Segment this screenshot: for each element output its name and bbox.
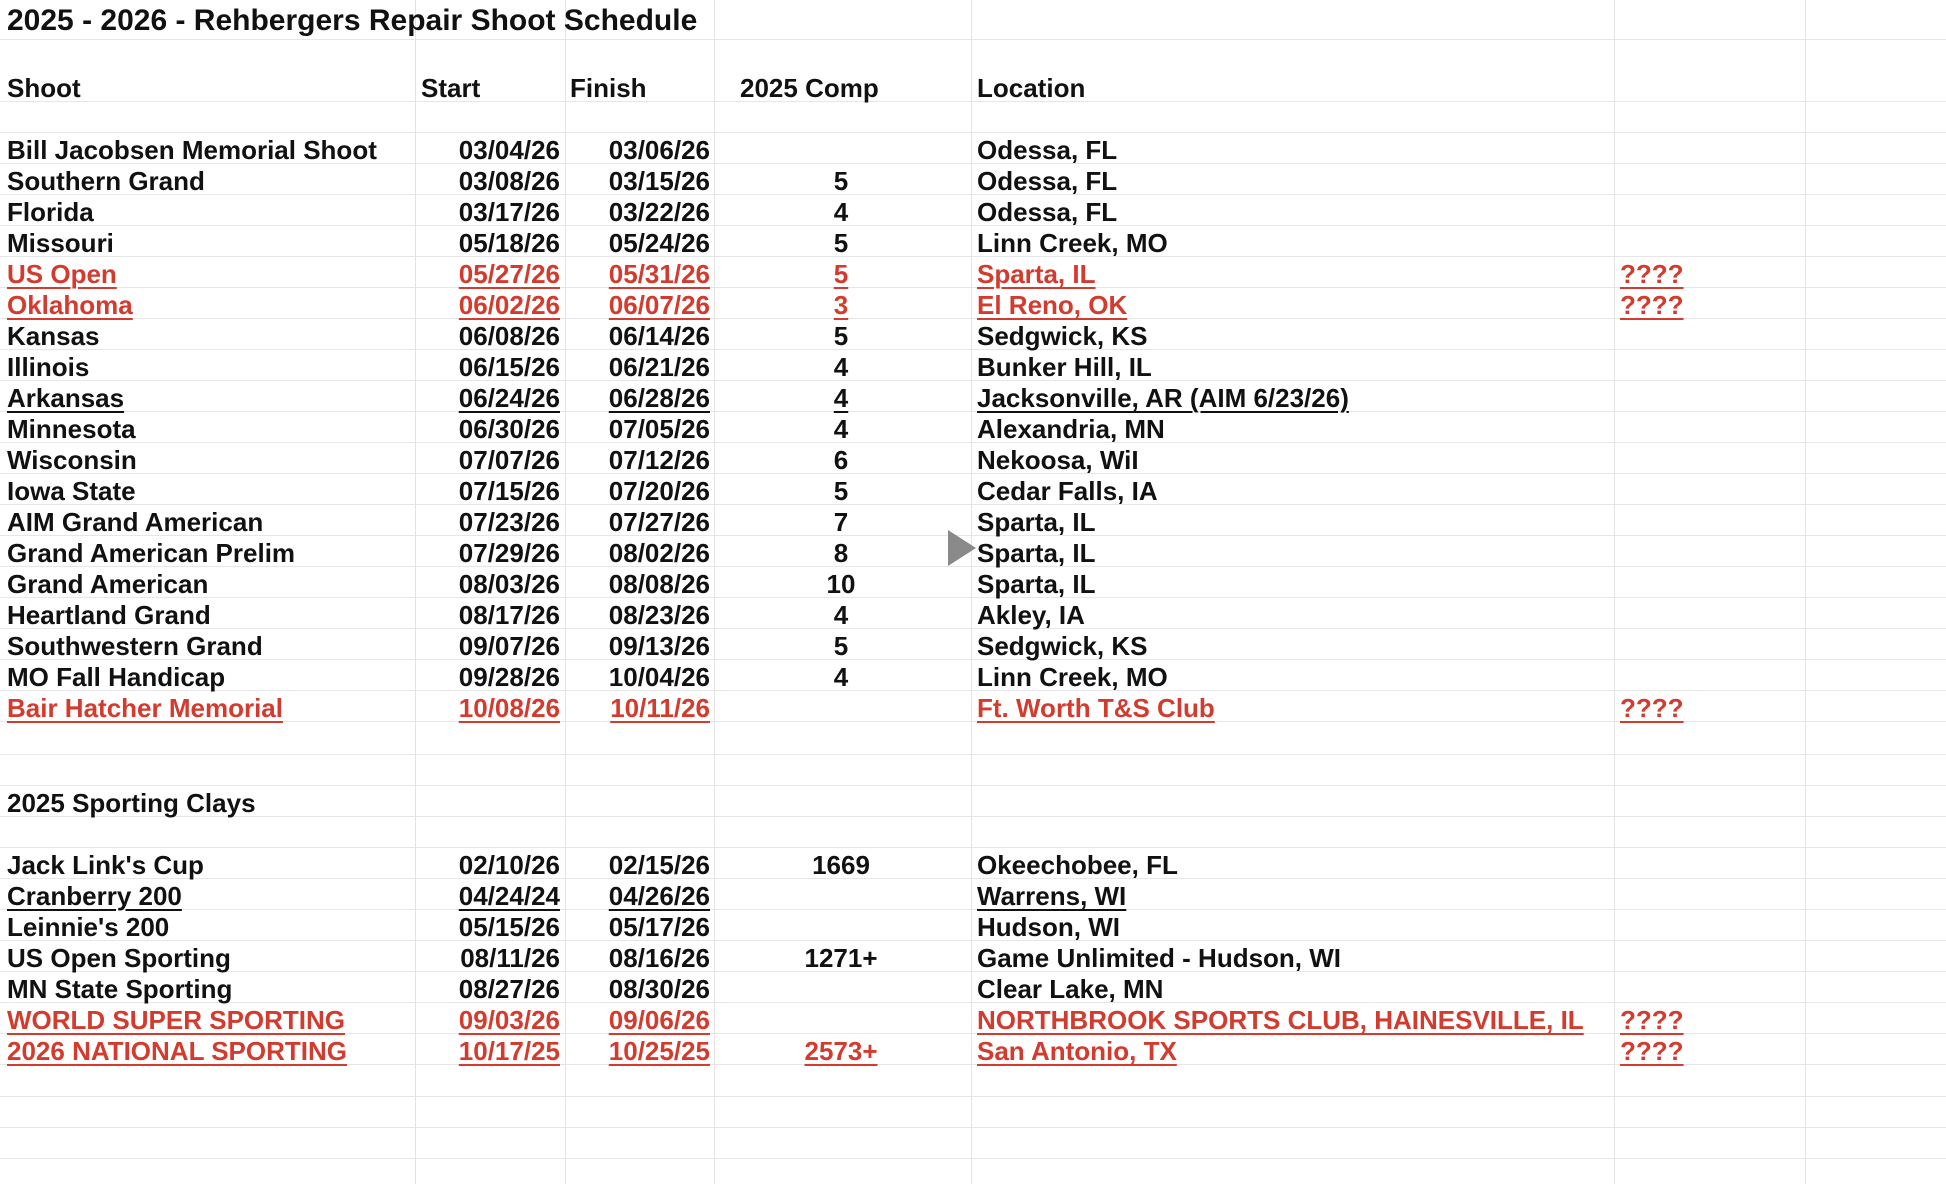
finish-date-cell: 07/27/26 xyxy=(608,507,710,537)
table-row[interactable] xyxy=(0,257,1946,288)
comp-count-cell xyxy=(716,972,966,1003)
finish-date-cell: 09/13/26 xyxy=(608,631,710,661)
shoot-name-cell: AIM Grand American xyxy=(7,507,264,537)
table-row[interactable] xyxy=(0,660,1946,691)
shoot-name-cell: Illinois xyxy=(7,352,90,382)
location-cell[interactable]: Sparta, IL xyxy=(977,259,1096,289)
section-row[interactable] xyxy=(0,786,1946,817)
shoot-name-cell: Bill Jacobsen Memorial Shoot xyxy=(7,135,377,165)
finish-date-cell[interactable]: 06/28/26 xyxy=(608,383,710,413)
comp-count-cell: 10 xyxy=(826,569,856,599)
shoot-name-cell: Minnesota xyxy=(7,414,136,444)
location-cell[interactable]: Ft. Worth T&S Club xyxy=(977,693,1215,723)
finish-date-cell[interactable]: 09/06/26 xyxy=(608,1005,710,1035)
location-cell: Sedgwick, KS xyxy=(977,321,1148,351)
start-date-cell[interactable]: 09/03/26 xyxy=(458,1005,560,1035)
header-finish: Finish xyxy=(570,73,647,103)
finish-date-cell: 06/14/26 xyxy=(608,321,710,351)
start-date-cell[interactable]: 06/02/26 xyxy=(458,290,560,320)
table-row[interactable] xyxy=(0,226,1946,257)
table-row[interactable] xyxy=(0,1003,1946,1034)
start-date-cell[interactable]: 05/27/26 xyxy=(458,259,560,289)
finish-date-cell: 07/12/26 xyxy=(608,445,710,475)
table-row[interactable] xyxy=(0,691,1946,722)
comp-count-cell xyxy=(716,133,966,164)
location-cell: Cedar Falls, IA xyxy=(977,476,1158,506)
finish-date-cell: 08/08/26 xyxy=(608,569,710,599)
table-row[interactable] xyxy=(0,567,1946,598)
finish-date-cell: 05/24/26 xyxy=(608,228,710,258)
location-cell: Linn Creek, MO xyxy=(977,228,1168,258)
note-cell[interactable]: ???? xyxy=(1620,1036,1684,1066)
comp-count-cell: 4 xyxy=(833,352,849,382)
comp-count-cell[interactable] xyxy=(716,691,966,722)
comp-count-cell: 4 xyxy=(833,662,849,692)
start-date-cell[interactable]: 10/17/25 xyxy=(458,1036,560,1066)
shoot-name-cell: Grand American xyxy=(7,569,209,599)
shoot-name-cell: Heartland Grand xyxy=(7,600,211,630)
shoot-name-cell: Southwestern Grand xyxy=(7,631,263,661)
shoot-name-cell: Leinnie's 200 xyxy=(7,912,170,942)
location-cell: Okeechobee, FL xyxy=(977,850,1178,880)
title-row[interactable] xyxy=(0,0,1946,40)
comp-count-cell: 4 xyxy=(833,197,849,227)
finish-date-cell: 10/04/26 xyxy=(608,662,710,692)
comp-count-cell[interactable]: 4 xyxy=(833,383,849,413)
comp-count-cell: 8 xyxy=(833,538,849,568)
shoot-name-cell: Wisconsin xyxy=(7,445,137,475)
shoot-name-cell[interactable]: Cranberry 200 xyxy=(7,881,182,911)
header-comp: 2025 Comp xyxy=(740,73,879,103)
table-row[interactable] xyxy=(0,381,1946,412)
location-cell: Odessa, FL xyxy=(977,135,1118,165)
empty-row[interactable] xyxy=(0,1128,1946,1159)
location-cell: Sparta, IL xyxy=(977,538,1096,568)
shoot-name-cell[interactable]: WORLD SUPER SPORTING xyxy=(7,1005,346,1035)
comp-count-cell: 5 xyxy=(833,166,849,196)
start-date-cell: 03/08/26 xyxy=(458,166,560,196)
sporting-section-title: 2025 Sporting Clays xyxy=(7,788,256,818)
location-cell: Nekoosa, WiI xyxy=(977,445,1139,475)
table-row[interactable] xyxy=(0,164,1946,195)
start-date-cell: 02/10/26 xyxy=(458,850,560,880)
location-cell: Sedgwick, KS xyxy=(977,631,1148,661)
mouse-pointer-icon xyxy=(948,530,976,566)
finish-date-cell: 07/20/26 xyxy=(608,476,710,506)
table-row[interactable] xyxy=(0,910,1946,941)
location-cell[interactable]: San Antonio, TX xyxy=(977,1036,1177,1066)
start-date-cell: 08/03/26 xyxy=(458,569,560,599)
start-date-cell: 07/29/26 xyxy=(458,538,560,568)
finish-date-cell[interactable]: 10/11/26 xyxy=(610,693,710,723)
finish-date-cell: 03/15/26 xyxy=(608,166,710,196)
start-date-cell: 03/17/26 xyxy=(458,197,560,227)
start-date-cell: 08/17/26 xyxy=(458,600,560,630)
comp-count-cell xyxy=(716,910,966,941)
location-cell[interactable]: NORTHBROOK SPORTS CLUB, HAINESVILLE, IL xyxy=(977,1005,1584,1035)
sheet-title: 2025 - 2026 - Rehbergers Repair Shoot Schedule xyxy=(7,4,698,37)
location-cell: Hudson, WI xyxy=(977,912,1120,942)
empty-row[interactable] xyxy=(0,102,1946,133)
header-shoot: Shoot xyxy=(7,73,81,103)
location-cell: Game Unlimited - Hudson, WI xyxy=(977,943,1342,973)
location-cell: Bunker Hill, IL xyxy=(977,352,1152,382)
start-date-cell: 06/30/26 xyxy=(458,414,560,444)
location-cell: Clear Lake, MN xyxy=(977,974,1164,1004)
table-row[interactable] xyxy=(0,879,1946,910)
shoot-name-cell: Florida xyxy=(7,197,94,227)
empty-row[interactable] xyxy=(0,1066,1946,1097)
table-row[interactable] xyxy=(0,350,1946,381)
location-cell: Sparta, IL xyxy=(977,507,1096,537)
finish-date-cell: 08/30/26 xyxy=(608,974,710,1004)
table-row[interactable] xyxy=(0,972,1946,1003)
location-cell: Sparta, IL xyxy=(977,569,1096,599)
finish-date-cell: 06/21/26 xyxy=(608,352,710,382)
start-date-cell: 09/28/26 xyxy=(458,662,560,692)
table-row[interactable] xyxy=(0,133,1946,164)
finish-date-cell: 02/15/26 xyxy=(608,850,710,880)
comp-count-cell[interactable] xyxy=(716,879,966,910)
start-date-cell: 07/23/26 xyxy=(458,507,560,537)
comp-count-cell[interactable] xyxy=(716,1003,966,1034)
shoot-name-cell[interactable]: US Open xyxy=(7,259,117,289)
table-row[interactable] xyxy=(0,288,1946,319)
table-row[interactable] xyxy=(0,598,1946,629)
table-row[interactable] xyxy=(0,412,1946,443)
location-cell[interactable]: Jacksonville, AR (AIM 6/23/26) xyxy=(977,383,1349,413)
table-row[interactable] xyxy=(0,319,1946,350)
start-date-cell[interactable]: 10/08/26 xyxy=(458,693,560,723)
start-date-cell[interactable]: 04/24/24 xyxy=(458,881,560,911)
table-row[interactable] xyxy=(0,1034,1946,1065)
location-cell: Akley, IA xyxy=(977,600,1085,630)
comp-count-cell: 5 xyxy=(833,631,849,661)
note-cell[interactable]: ???? xyxy=(1620,1005,1684,1035)
shoot-name-cell[interactable]: 2026 NATIONAL SPORTING xyxy=(7,1036,347,1066)
shoot-name-cell: Kansas xyxy=(7,321,100,351)
start-date-cell: 08/27/26 xyxy=(458,974,560,1004)
finish-date-cell[interactable]: 05/31/26 xyxy=(608,259,710,289)
finish-date-cell: 08/16/26 xyxy=(608,943,710,973)
empty-row[interactable] xyxy=(0,755,1946,786)
comp-count-cell: 1669 xyxy=(812,850,870,880)
start-date-cell: 05/15/26 xyxy=(458,912,560,942)
shoot-name-cell: Missouri xyxy=(7,228,114,258)
shoot-name-cell: Grand American Prelim xyxy=(7,538,296,568)
location-cell[interactable]: El Reno, OK xyxy=(977,290,1128,320)
comp-count-cell[interactable]: 5 xyxy=(833,259,849,289)
finish-date-cell: 08/02/26 xyxy=(608,538,710,568)
comp-count-cell: 5 xyxy=(833,321,849,351)
start-date-cell: 09/07/26 xyxy=(458,631,560,661)
location-cell: Alexandria, MN xyxy=(977,414,1165,444)
start-date-cell: 03/04/26 xyxy=(458,135,560,165)
header-row[interactable] xyxy=(0,71,1946,102)
comp-count-cell: 5 xyxy=(833,228,849,258)
shoot-name-cell: US Open Sporting xyxy=(7,943,231,973)
header-location: Location xyxy=(977,73,1086,103)
location-cell: Linn Creek, MO xyxy=(977,662,1168,692)
shoot-name-cell: MO Fall Handicap xyxy=(7,662,226,692)
start-date-cell: 06/08/26 xyxy=(458,321,560,351)
finish-date-cell: 08/23/26 xyxy=(608,600,710,630)
start-date-cell: 07/07/26 xyxy=(458,445,560,475)
comp-count-cell: 6 xyxy=(833,445,849,475)
table-row[interactable] xyxy=(0,474,1946,505)
start-date-cell: 07/15/26 xyxy=(458,476,560,506)
start-date-cell: 05/18/26 xyxy=(458,228,560,258)
start-date-cell: 06/15/26 xyxy=(458,352,560,382)
shoot-name-cell[interactable]: Bair Hatcher Memorial xyxy=(7,693,283,723)
shoot-name-cell: Jack Link's Cup xyxy=(7,850,204,880)
table-row[interactable] xyxy=(0,443,1946,474)
note-cell[interactable]: ???? xyxy=(1620,290,1684,320)
finish-date-cell: 07/05/26 xyxy=(608,414,710,444)
finish-date-cell: 03/06/26 xyxy=(608,135,710,165)
finish-date-cell: 05/17/26 xyxy=(608,912,710,942)
comp-count-cell: 1271+ xyxy=(804,943,878,973)
table-row[interactable] xyxy=(0,629,1946,660)
comp-count-cell[interactable]: 2573+ xyxy=(804,1036,878,1066)
comp-count-cell[interactable]: 3 xyxy=(833,290,849,320)
finish-date-cell[interactable]: 04/26/26 xyxy=(608,881,710,911)
location-cell[interactable]: Warrens, WI xyxy=(977,881,1127,911)
table-row[interactable] xyxy=(0,848,1946,879)
finish-date-cell[interactable]: 06/07/26 xyxy=(608,290,710,320)
table-row[interactable] xyxy=(0,195,1946,226)
comp-count-cell: 5 xyxy=(833,476,849,506)
header-start: Start xyxy=(421,73,481,103)
finish-date-cell[interactable]: 10/25/25 xyxy=(608,1036,710,1066)
shoot-name-cell[interactable]: Arkansas xyxy=(7,383,125,413)
location-cell: Odessa, FL xyxy=(977,197,1118,227)
empty-row[interactable] xyxy=(0,1097,1946,1128)
note-cell[interactable]: ???? xyxy=(1620,259,1684,289)
empty-row[interactable] xyxy=(0,724,1946,755)
shoot-name-cell[interactable]: Oklahoma xyxy=(7,290,133,320)
table-row[interactable] xyxy=(0,941,1946,972)
comp-count-cell: 4 xyxy=(833,600,849,630)
finish-date-cell: 03/22/26 xyxy=(608,197,710,227)
location-cell: Odessa, FL xyxy=(977,166,1118,196)
shoot-name-cell: Southern Grand xyxy=(7,166,205,196)
shoot-name-cell: MN State Sporting xyxy=(7,974,233,1004)
note-cell[interactable]: ???? xyxy=(1620,693,1684,723)
start-date-cell[interactable]: 06/24/26 xyxy=(458,383,560,413)
shoot-name-cell: Iowa State xyxy=(7,476,136,506)
start-date-cell: 08/11/26 xyxy=(460,943,560,973)
empty-row[interactable] xyxy=(0,817,1946,848)
comp-count-cell: 7 xyxy=(833,507,849,537)
comp-count-cell: 4 xyxy=(833,414,849,444)
